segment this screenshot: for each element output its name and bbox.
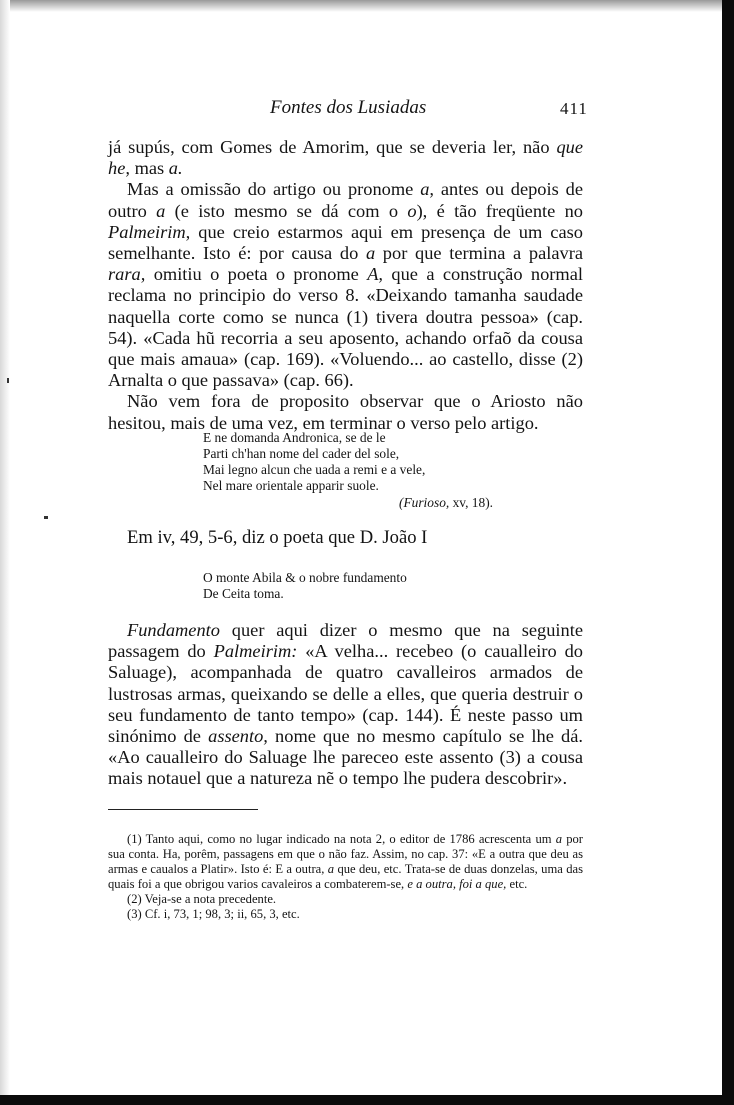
footnote-3: (3) Cf. i, 73, 1; 98, 3; ii, 65, 3, etc. [127, 907, 300, 921]
italic-run: a [365, 243, 376, 264]
text-run: que creio estarmos aqui em presença de um caso semelhante. Isto é: por causa do [108, 221, 583, 264]
italic-run: Fundamento [127, 620, 220, 640]
text-run: etc. [506, 877, 528, 891]
text-run: nome que no mesmo capítulo se lhe dá. «Ao caualleiro do Saluage lhe pareceo este assento (3) a cousa mais notauel que a natureza nẽ o tempo lhe pudera descobrir». [108, 726, 583, 789]
text-run: antes ou depois de outro [108, 179, 583, 221]
footnote-1 [108, 832, 583, 892]
italic-run: a, [420, 179, 434, 200]
italic-run: que he, [108, 137, 583, 179]
lusiadas-quotation [203, 570, 407, 602]
quote-line: Parti ch'han nome del cader del sole, [203, 446, 400, 461]
italic-run: o [407, 200, 417, 221]
scan-speck [7, 378, 9, 383]
ariosto-quotation [203, 430, 493, 511]
italic-run: rara, [108, 264, 146, 285]
italic-run: a. [168, 158, 183, 179]
paragraph-4: Em iv, 49, 5-6, diz o poeta que D. João I [127, 527, 428, 548]
italic-run: Palmeirim, [108, 221, 191, 242]
text-run: (1) Tanto aqui, como no lugar indicado na nota 2, o editor de 1786 acrescenta um [127, 832, 556, 846]
scan-speck [44, 516, 48, 519]
text-run: omitiu o poeta o pronome [145, 264, 368, 285]
text-run: que deu, etc. Trata-se de duas donzelas, uma das quais foi a que obrigou varios cavaleiros a combaterem-se, [108, 862, 584, 891]
quote-line: O monte Abila & o nobre fundamento [203, 570, 407, 585]
quote-source [203, 495, 493, 511]
footnotes [108, 832, 583, 922]
scan-top-shadow [0, 0, 722, 12]
quote-line: E ne domanda Andronica, se de le [203, 430, 386, 445]
italic-run: A, [367, 264, 384, 285]
text-run: por sua conta. Ha, porêm, passagens em que o não faz. Assim, no cap. 37: «E a outra que deu as armas e caualos a Platir». Isto é: E a outra, [108, 832, 583, 876]
paragraph-2 [108, 179, 583, 391]
footnote-divider [108, 809, 258, 810]
text-run: que a construção normal reclama no principio do verso 8. «Deixando tamanha saudade naquella corte como se nunca (1) tivera doutra pessoa» (cap. 54). «Cada hũ recorria a seu aposento, achando orfaõ da cousa que mais amaua» (cap. 169). «Voluendo... ao castello, disse (2) Arnalta o que passava» (cap. 66). [108, 264, 584, 391]
running-header-title: Fontes dos Lusiadas [270, 97, 427, 118]
text-run: ), é tão freqüente no [416, 200, 583, 221]
text-run: quer aqui dizer o mesmo que na seguinte passagem do [108, 620, 583, 662]
italic-run: Palmeirim: [213, 641, 298, 662]
quote-line: Nel mare orientale apparir suole. [203, 478, 379, 493]
text-run: (e isto mesmo se dá com o [165, 200, 408, 221]
text-run: mas [129, 158, 169, 179]
italic-run: e a outra, foi a que, [407, 877, 507, 891]
paragraph-5 [108, 620, 583, 790]
paragraph-1 [108, 137, 583, 179]
footnote-2: (2) Veja-se a nota precedente. [127, 892, 277, 906]
text-run: Mas a omissão do artigo ou pronome [127, 179, 421, 200]
scan-left-shadow [0, 0, 10, 1095]
italic-run: assento, [208, 726, 268, 747]
quote-line: Mai legno alcun che uada a remi e a vele, [203, 462, 426, 477]
main-text [108, 137, 583, 434]
italic-run: a [156, 200, 166, 221]
italic-run: (Furioso, [399, 495, 450, 510]
page-number: 411 [560, 99, 588, 118]
italic-run: a [555, 832, 563, 846]
text-run: já supús, com Gomes de Amorim, que se deveria ler, não [108, 137, 557, 157]
italic-run: a [327, 862, 335, 876]
text-run: «A velha... recebeo (o caualleiro do Saluage), acompanhada de quatro cavalleiros armados de lustrosas armas, queixando se delle a elles, que queria destruir o seu fundamento de tanto tempo» (cap. 144). É neste passo um sinónimo de [108, 641, 583, 747]
paragraph-5-container [108, 620, 583, 790]
text-run: por que termina a palavra [375, 243, 583, 264]
paragraph-3: Não vem fora de proposito observar que o Ariosto não hesitou, mais de uma vez, em terminar o verso pelo artigo. [108, 391, 583, 433]
text-run: xv, 18). [449, 495, 493, 510]
quote-line: De Ceita toma. [203, 586, 284, 601]
